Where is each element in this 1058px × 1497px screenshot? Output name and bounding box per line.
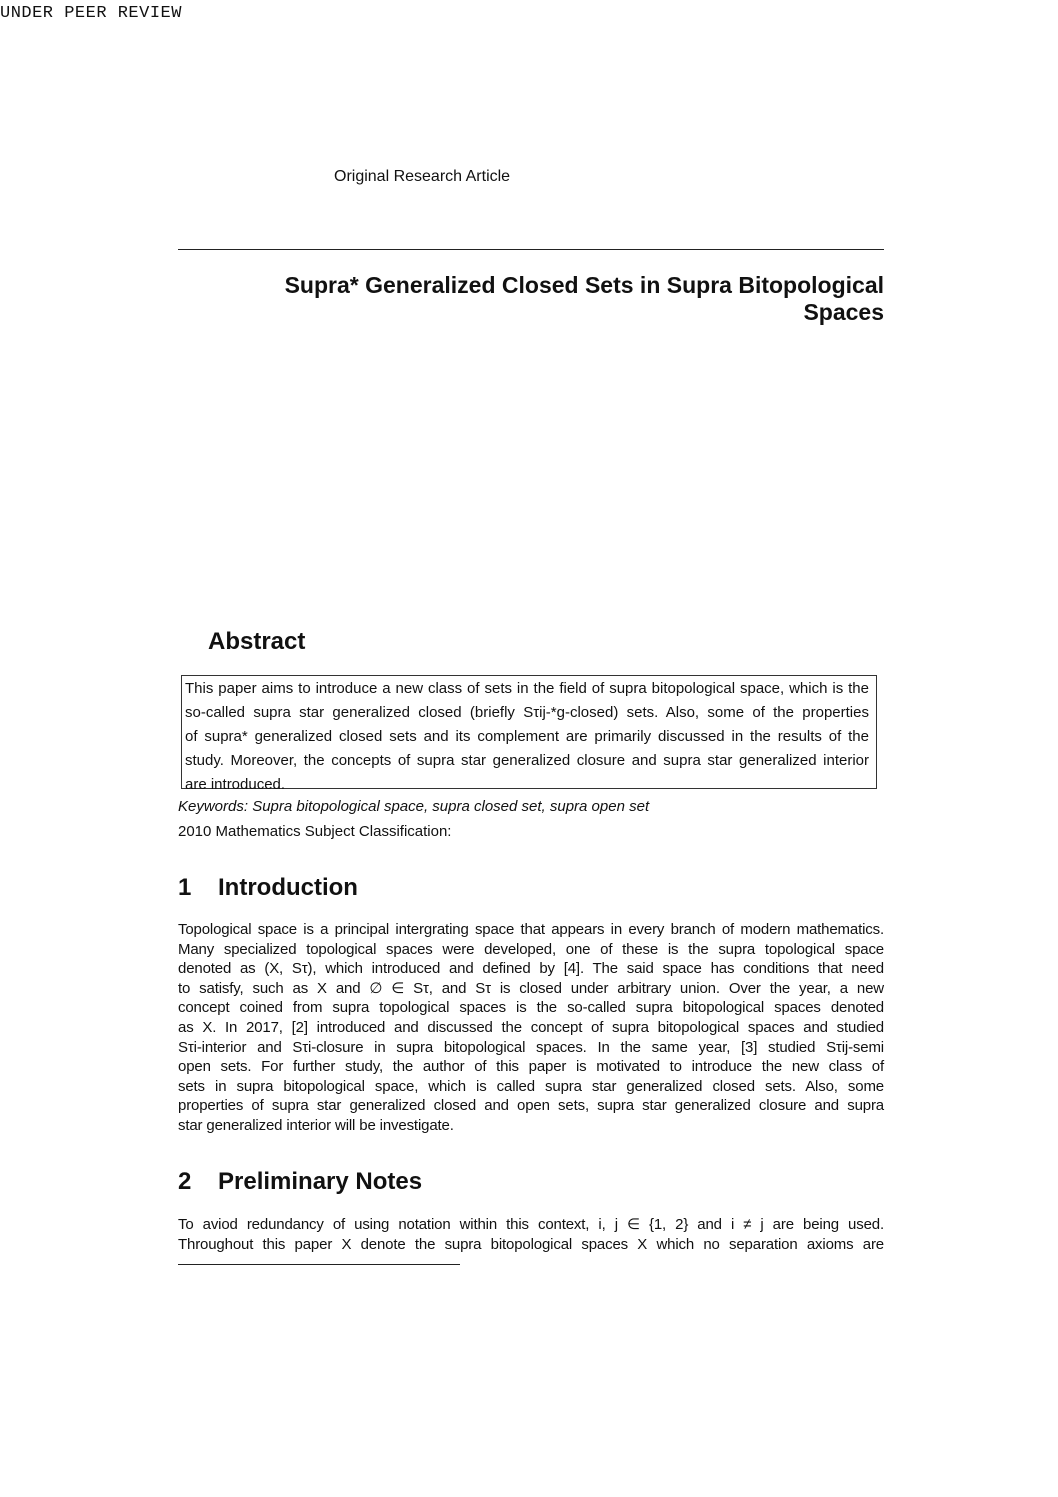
paragraph-line: Topological space is a principal intergrating space that appears in every branch of modern mathematics.	[178, 921, 884, 938]
abstract-line: of supra* generalized closed sets and its complement are primarily discussed in the results of the	[185, 728, 869, 745]
keywords: Keywords: Supra bitopological space, supra closed set, supra open set	[178, 798, 650, 815]
article-type: Original Research Article	[334, 168, 511, 185]
abstract-heading: Abstract	[208, 628, 306, 655]
abstract-line: so-called supra star generalized closed (briefly Sτij-*g-closed) sets. Also, some of the properties	[185, 704, 869, 721]
paragraph-line: denoted as (X, Sτ), which introduced and defined by [4]. The said space has conditions that need	[178, 960, 884, 978]
paragraph-line: sets in supra bitopological space, which is called supra star generalized closed sets. Also, some	[178, 1077, 884, 1095]
paragraph-line: as X. In 2017, [2] introduced and discussed the concept of supra bitopological spaces and studied	[178, 1018, 884, 1036]
section-title: Introduction	[218, 874, 358, 901]
paragraph-line: Many specialized topological spaces were developed, one of these is the supra topological space	[178, 940, 884, 958]
section-heading-introduction	[178, 874, 358, 902]
paper-title	[178, 272, 884, 326]
footnote-rule	[178, 1264, 460, 1265]
introduction-paragraph	[178, 920, 884, 1136]
paragraph-line: to satisfy, such as X and ∅ ∈ Sτ, and Sτ is closed under arbitrary union. Over the year, a new	[178, 979, 884, 997]
paragraph-line: Sτi-interior and Sτi-closure in supra bitopological spaces. In the same year, [3] studied Sτij-semi	[178, 1038, 884, 1056]
preliminary-paragraph	[178, 1215, 884, 1254]
watermark: UNDER PEER REVIEW	[0, 4, 182, 23]
abstract-line: study. Moreover, the concepts of supra star generalized closure and supra star generalized interior	[185, 752, 869, 769]
msc-classification: 2010 Mathematics Subject Classification:	[178, 823, 452, 840]
abstract-line: This paper aims to introduce a new class of sets in the field of supra bitopological space, which is the	[185, 680, 869, 697]
title-line-2: Spaces	[803, 299, 884, 325]
abstract-box	[181, 675, 877, 793]
paragraph-line: concept coined from supra topological spaces is the so-called supra bitopological spaces denoted	[178, 999, 884, 1017]
section-title: Preliminary Notes	[218, 1168, 423, 1195]
paragraph-line: properties of supra star generalized closed and open sets, supra star generalized closure and supra	[178, 1097, 884, 1115]
paragraph-line: open sets. For further study, the author of this paper is motivated to introduce the new class of	[178, 1058, 884, 1076]
section-heading-preliminary	[178, 1168, 422, 1196]
title-line-1: Supra* Generalized Closed Sets in Supra Bitopological	[284, 272, 884, 298]
paragraph-line: To aviod redundancy of using notation within this context, i, j ∈ {1, 2} and i ≠ j are being used.	[178, 1216, 884, 1233]
section-number: 2	[178, 1168, 192, 1195]
paragraph-line: star generalized interior will be investigate.	[178, 1116, 454, 1134]
paragraph-line: Throughout this paper X denote the supra bitopological spaces X which no separation axioms are	[178, 1235, 884, 1253]
title-rule	[178, 249, 884, 250]
section-number: 1	[178, 874, 192, 901]
abstract-line: are introduced.	[185, 776, 286, 793]
